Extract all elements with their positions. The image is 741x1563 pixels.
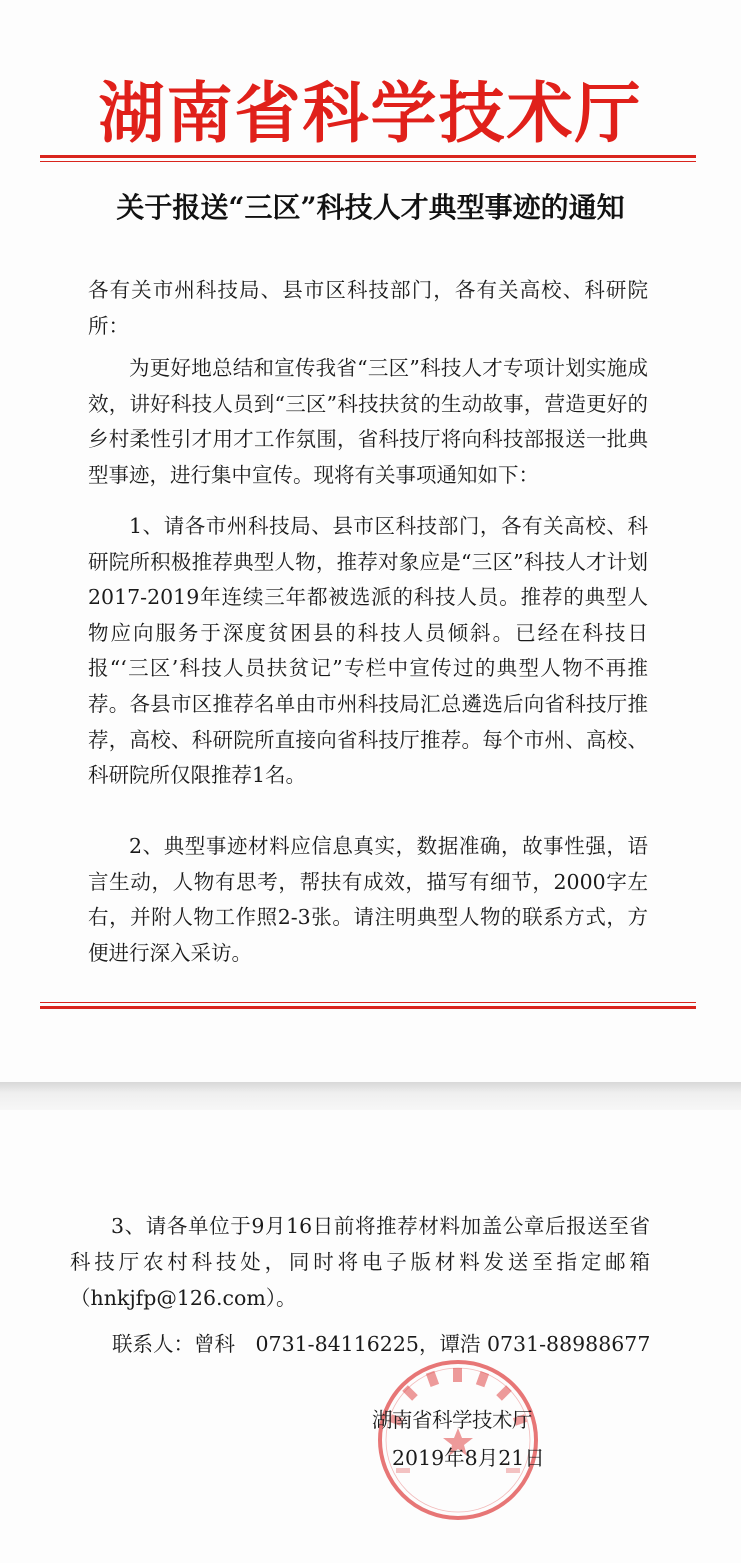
paragraph-item-3: 3、请各单位于9月16日前将推荐材料加盖公章后报送至省科技厅农村科技处，同时将电子版材料发送至指定邮箱（hnkjfp@126.com）。 — [70, 1214, 650, 1310]
salutation: 各有关市州科技局、县市区科技部门，各有关高校、科研院所： — [88, 278, 648, 338]
masthead-title: 湖南省科学技术厅 — [98, 75, 643, 152]
footer-rule-thin — [40, 1002, 696, 1003]
contact-line: 联系人：曾科 0731-84116225，谭浩 0731-88988677 — [112, 1332, 651, 1356]
masthead-rule — [40, 155, 696, 158]
paragraph-item-2: 2、典型事迹材料应信息真实，数据准确，故事性强，语言生动，人物有思考，帮扶有成效，描写有细节，2000字左右，并附人物工作照2-3张。请注明典型人物的联系方式，方便进行深入采访。 — [88, 834, 648, 965]
signature-date: 2019年8月21日 — [392, 1446, 545, 1470]
page-separator — [0, 1082, 741, 1110]
paragraph-item-1: 1、请各市州科技局、县市区科技部门，各有关高校、科研院所积极推荐典型人物，推荐对象应是“三区”科技人才计划2017-2019年连续三年都被选派的科技人员。推荐的典型人物应向服务于深度贫困县的科技人员倾斜。已经在科技日报“‘三区’科技人员扶贫记”专栏中宣传过的典型人物不再推荐。各县市区推荐名单由市州科技局汇总遴选后向省科技厅推荐，高校、科研院所直接向省科技厅推荐。每个市州、高校、科研院所仅限推荐1名。 — [88, 514, 648, 788]
masthead-rule-thin — [40, 161, 696, 162]
signature-organization: 湖南省科学技术厅 — [372, 1408, 532, 1432]
paragraph-intro: 为更好地总结和宣传我省“三区”科技人才专项计划实施成效，讲好科技人员到“三区”科技扶贫的生动故事，营造更好的乡村柔性引才用才工作氛围，省科技厅将向科技部报送一批典型事迹，进行集中宣传。现将有关事项通知如下： — [88, 356, 648, 487]
document-page-2 — [0, 1110, 741, 1563]
footer-rule — [40, 1006, 696, 1009]
document-title: 关于报送“三区”科技人才典型事迹的通知 — [116, 191, 625, 224]
